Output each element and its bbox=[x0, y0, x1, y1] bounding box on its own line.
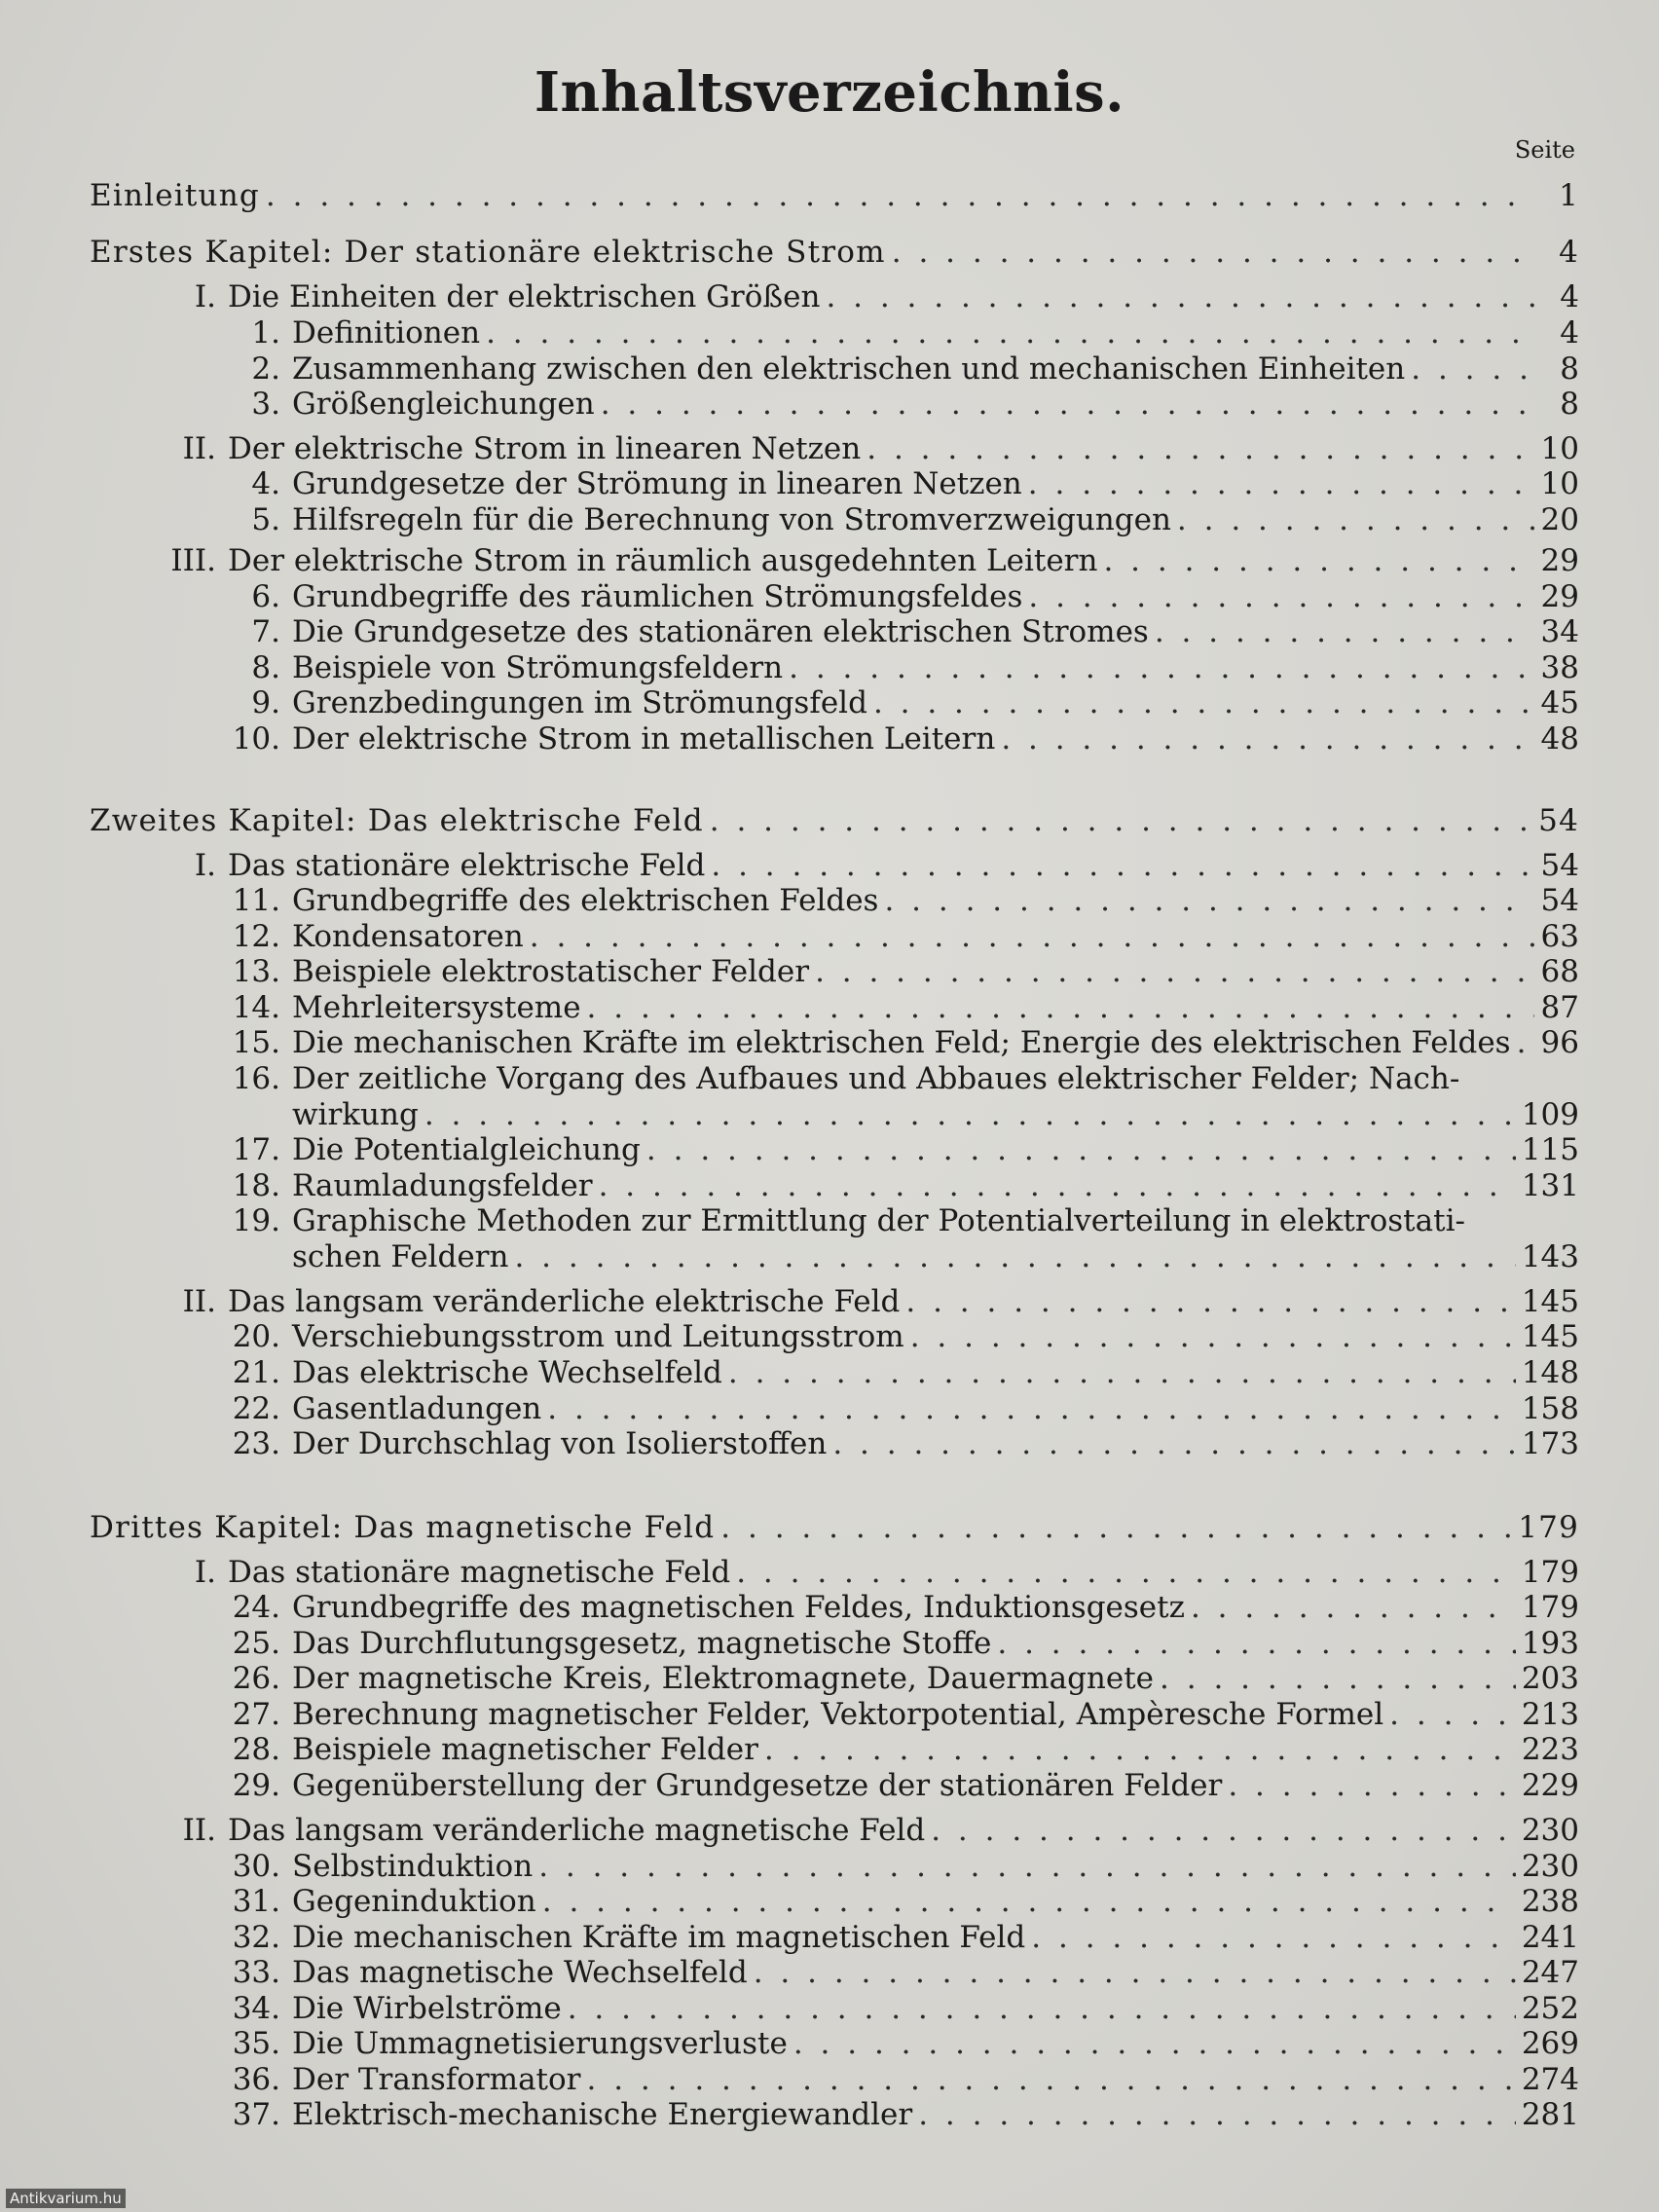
toc-page-number: 274 bbox=[1521, 2062, 1579, 2097]
toc-item-row bbox=[90, 501, 1579, 538]
toc-leader-dots bbox=[424, 1096, 1516, 1133]
toc-item-row bbox=[90, 1024, 1579, 1061]
toc-chapter-row bbox=[90, 802, 1579, 839]
toc-leader-dots bbox=[538, 1848, 1516, 1885]
toc-page-number: 247 bbox=[1521, 1955, 1579, 1990]
toc-entry-text: Das magnetische Wechselfeld bbox=[292, 1955, 748, 1990]
toc-item-row bbox=[90, 1589, 1579, 1626]
toc-page-number: 48 bbox=[1540, 721, 1579, 756]
toc-entry-number: 8. bbox=[251, 650, 280, 685]
toc-section-row bbox=[90, 542, 1579, 579]
toc-entry-number: 3. bbox=[251, 387, 280, 422]
toc-section-row bbox=[90, 1812, 1579, 1849]
toc-page-number: 269 bbox=[1521, 2026, 1579, 2061]
toc-entry-text: Der zeitliche Vorgang des Aufbaues und Abbaues elektrischer Felder; Nach- bbox=[292, 1061, 1460, 1096]
toc-page-number: 96 bbox=[1540, 1025, 1579, 1060]
toc-item-row bbox=[90, 2061, 1579, 2098]
toc-entry-number: 9. bbox=[251, 685, 280, 720]
toc-page-number: 179 bbox=[1518, 1510, 1579, 1545]
toc-item-row bbox=[90, 1238, 1579, 1275]
toc-entry-number: 13. bbox=[232, 954, 280, 989]
toc-entry-number: 26. bbox=[232, 1661, 280, 1696]
toc-entry-number: 25. bbox=[232, 1626, 280, 1661]
toc-page-number: 223 bbox=[1521, 1732, 1579, 1767]
toc-entry-text: Berechnung magnetischer Felder, Vektorpotential, Ampèresche Formel bbox=[292, 1697, 1384, 1732]
toc-item-row bbox=[90, 1425, 1579, 1462]
toc-entry-number: 34. bbox=[232, 1991, 280, 2026]
toc-leader-dots bbox=[832, 1425, 1515, 1462]
toc-entry-text: schen Feldern bbox=[292, 1239, 509, 1274]
toc-entry-text: Das Durchflutungsgesetz, magnetische Stoffe bbox=[292, 1626, 992, 1661]
toc-entry-text: Definitionen bbox=[292, 315, 481, 350]
toc-page-number: 63 bbox=[1540, 919, 1579, 954]
toc-entry-number: 2. bbox=[251, 351, 280, 387]
toc-page-number: 8 bbox=[1560, 351, 1579, 387]
toc-entry-text: Das langsam veränderliche elektrische Feld bbox=[228, 1284, 901, 1319]
toc-entry-number: 14. bbox=[232, 990, 280, 1025]
toc-entry-text: Der elektrische Strom in räumlich ausgedehnten Leitern bbox=[228, 543, 1098, 578]
toc-page-number: 238 bbox=[1521, 1884, 1579, 1919]
toc-entry-number: 5. bbox=[251, 502, 280, 537]
toc-page-number: 179 bbox=[1521, 1555, 1579, 1590]
toc-page-number: 143 bbox=[1521, 1239, 1579, 1274]
toc-entry-text: Die mechanischen Kräfte im elektrischen Feld; Energie des elektrischen Feldes bbox=[292, 1025, 1511, 1060]
toc-entry-text: Kondensatoren bbox=[292, 919, 524, 954]
toc-leader-dots bbox=[931, 1812, 1516, 1849]
toc-entry-text: Grundbegriffe des elektrischen Feldes bbox=[292, 883, 879, 918]
toc-entry-number: 4. bbox=[251, 466, 280, 501]
toc-entry-text: Drittes Kapitel: Das magnetische Feld bbox=[90, 1510, 716, 1545]
toc-leader-dots bbox=[754, 1954, 1516, 1991]
toc-leader-dots bbox=[486, 314, 1534, 351]
toc-leader-dots bbox=[997, 1625, 1515, 1662]
toc-entry-number: 24. bbox=[232, 1590, 280, 1625]
toc-leader-dots bbox=[826, 278, 1534, 315]
toc-leader-dots bbox=[866, 430, 1534, 467]
toc-item-row bbox=[90, 1060, 1579, 1097]
toc-entry-text: Beispiele von Strömungsfeldern bbox=[292, 650, 784, 685]
toc-page-number: 4 bbox=[1560, 315, 1579, 350]
toc-leader-dots bbox=[530, 918, 1534, 955]
toc-item-row bbox=[90, 386, 1579, 423]
page-title: Inhaltsverzeichnis. bbox=[534, 60, 1125, 125]
toc-entry-number: 37. bbox=[232, 2097, 280, 2132]
toc-item-row bbox=[90, 1354, 1579, 1391]
toc-leader-dots bbox=[568, 1990, 1516, 2027]
toc-entry-text: Die Ummagnetisierungsverluste bbox=[292, 2026, 788, 2061]
toc-leader-dots bbox=[1517, 1024, 1534, 1061]
toc-page-number: 4 bbox=[1560, 279, 1579, 314]
toc-leader-dots bbox=[1177, 501, 1534, 538]
toc-item-row bbox=[90, 1919, 1579, 1956]
toc-leader-dots bbox=[1028, 465, 1534, 502]
toc-leader-dots bbox=[1228, 1767, 1516, 1804]
toc-item-row bbox=[90, 1625, 1579, 1662]
toc-leader-dots bbox=[918, 2096, 1516, 2133]
toc-page-number: 54 bbox=[1538, 803, 1579, 838]
toc-leader-dots bbox=[905, 1283, 1515, 1320]
toc-page-number: 8 bbox=[1560, 387, 1579, 422]
toc-leader-dots bbox=[815, 953, 1534, 990]
toc-entry-text: Selbstinduktion bbox=[292, 1849, 534, 1884]
toc-entry-text: Einleitung bbox=[90, 178, 260, 213]
toc-leader-dots bbox=[892, 234, 1534, 271]
toc-page-number: 20 bbox=[1540, 502, 1579, 537]
toc-entry-number: 16. bbox=[232, 1061, 280, 1096]
toc-item-row bbox=[90, 953, 1579, 990]
toc-entry-number: 23. bbox=[232, 1426, 280, 1461]
toc-page-number: 203 bbox=[1521, 1661, 1579, 1696]
toc-entry-number: 7. bbox=[251, 614, 280, 649]
toc-page-number: 10 bbox=[1540, 466, 1579, 501]
toc-section-row bbox=[90, 1554, 1579, 1591]
toc-leader-dots bbox=[1103, 542, 1534, 579]
toc-page-number: 158 bbox=[1521, 1391, 1579, 1426]
toc-item-row bbox=[90, 684, 1579, 721]
toc-leader-dots bbox=[728, 1354, 1516, 1391]
toc-entry-text: Die Grundgesetze des stationären elektrischen Stromes bbox=[292, 614, 1149, 649]
toc-leader-dots bbox=[547, 1390, 1516, 1427]
toc-page-number: 241 bbox=[1521, 1920, 1579, 1955]
toc-leader-dots bbox=[764, 1731, 1516, 1768]
toc-page-number: 252 bbox=[1521, 1991, 1579, 2026]
toc-entry-text: Die Potentialgleichung bbox=[292, 1132, 641, 1167]
toc-leader-dots bbox=[793, 2025, 1516, 2062]
toc-entry-text: Die Einheiten der elektrischen Größen bbox=[228, 279, 821, 314]
toc-leader-dots bbox=[789, 649, 1534, 686]
toc-entry-text: Das stationäre elektrische Feld bbox=[228, 848, 706, 883]
toc-entry-text: Gegenüberstellung der Grundgesetze der stationären Felder bbox=[292, 1768, 1223, 1803]
page-column-header: Seite bbox=[1514, 136, 1575, 164]
toc-entry-number: I. bbox=[194, 848, 216, 883]
toc-section-row bbox=[90, 430, 1579, 467]
toc-leader-dots bbox=[1160, 1660, 1516, 1697]
toc-page-number: 54 bbox=[1540, 848, 1579, 883]
toc-page-number: 29 bbox=[1540, 543, 1579, 578]
toc-entry-number: 36. bbox=[232, 2062, 280, 2097]
toc-entry-text: Beispiele magnetischer Felder bbox=[292, 1732, 758, 1767]
toc-item-row bbox=[90, 882, 1579, 919]
toc-item-row bbox=[90, 314, 1579, 351]
toc-entry-text: Das langsam veränderliche magnetische Feld bbox=[228, 1813, 926, 1848]
toc-leader-dots bbox=[873, 684, 1534, 721]
toc-entry-number: 15. bbox=[232, 1025, 280, 1060]
toc-entry-text: Gasentladungen bbox=[292, 1391, 542, 1426]
toc-entry-text: Die mechanischen Kräfte im magnetischen Feld bbox=[292, 1920, 1026, 1955]
toc-item-row bbox=[90, 1202, 1579, 1239]
toc-page-number: 4 bbox=[1559, 235, 1579, 270]
toc-item-row bbox=[90, 1848, 1579, 1885]
toc-page-number: 68 bbox=[1540, 954, 1579, 989]
toc-page-number: 54 bbox=[1540, 883, 1579, 918]
toc-entry-text: Zusammenhang zwischen den elektrischen und mechanischen Einheiten bbox=[292, 351, 1406, 387]
toc-chapter-row bbox=[90, 234, 1579, 271]
toc-leader-dots bbox=[266, 177, 1534, 214]
toc-leader-dots bbox=[711, 847, 1534, 884]
toc-item-row bbox=[90, 1318, 1579, 1355]
toc-entry-number: 1. bbox=[251, 315, 280, 350]
toc-item-row bbox=[90, 1990, 1579, 2027]
toc-entry-number: II. bbox=[182, 1284, 216, 1319]
toc-leader-dots bbox=[601, 386, 1534, 423]
toc-page-number: 29 bbox=[1540, 579, 1579, 614]
toc-leader-dots bbox=[1191, 1589, 1516, 1626]
toc-entry-text: Mehrleitersysteme bbox=[292, 990, 581, 1025]
toc-entry-number: 35. bbox=[232, 2026, 280, 2061]
toc-entry-number: II. bbox=[182, 1813, 216, 1848]
toc-leader-dots bbox=[1028, 578, 1534, 615]
toc-leader-dots bbox=[542, 1883, 1516, 1920]
toc-item-row bbox=[90, 720, 1579, 757]
toc-page-number: 179 bbox=[1521, 1590, 1579, 1625]
toc-leader-dots bbox=[1389, 1696, 1516, 1733]
toc-entry-text: Erstes Kapitel: Der stationäre elektrische Strom bbox=[90, 235, 886, 270]
toc-page-number: 193 bbox=[1521, 1626, 1579, 1661]
toc-chapter-row bbox=[90, 1509, 1579, 1546]
toc-item-row bbox=[90, 350, 1579, 387]
toc-item-row bbox=[90, 613, 1579, 650]
toc-entry-number: 29. bbox=[232, 1768, 280, 1803]
toc-entry-number: II. bbox=[182, 431, 216, 466]
toc-entry-text: Zweites Kapitel: Das elektrische Feld bbox=[90, 803, 704, 838]
toc-entry-number: I. bbox=[194, 1555, 216, 1590]
toc-entry-text: Grundgesetze der Strömung in linearen Netzen bbox=[292, 466, 1022, 501]
toc-leader-dots bbox=[710, 802, 1532, 839]
toc-entry-number: 12. bbox=[232, 919, 280, 954]
toc-page-number: 145 bbox=[1521, 1284, 1579, 1319]
toc-entry-text: Das stationäre magnetische Feld bbox=[228, 1555, 731, 1590]
toc-leader-dots bbox=[646, 1131, 1516, 1168]
toc-entry-text: Der elektrische Strom in linearen Netzen bbox=[228, 431, 862, 466]
toc-entry-text: Graphische Methoden zur Ermittlung der Potentialverteilung in elektrostati- bbox=[292, 1203, 1465, 1238]
toc-page-number: 173 bbox=[1521, 1426, 1579, 1461]
toc-leader-dots bbox=[587, 989, 1534, 1026]
toc-page-number: 230 bbox=[1521, 1813, 1579, 1848]
toc-leader-dots bbox=[1411, 350, 1534, 387]
toc-page-number: 10 bbox=[1540, 431, 1579, 466]
toc-page-number: 115 bbox=[1521, 1132, 1579, 1167]
toc-page-number: 145 bbox=[1521, 1319, 1579, 1354]
toc-item-row bbox=[90, 578, 1579, 615]
toc-entry-number: 33. bbox=[232, 1955, 280, 1990]
toc-item-row bbox=[90, 1096, 1579, 1133]
toc-entry-text: Die Wirbelströme bbox=[292, 1991, 562, 2026]
toc-entry-text: Beispiele elektrostatischer Felder bbox=[292, 954, 810, 989]
toc-entry-number: 27. bbox=[232, 1697, 280, 1732]
toc-entry-number: 31. bbox=[232, 1884, 280, 1919]
toc-entry-text: Größengleichungen bbox=[292, 387, 595, 422]
toc-leader-dots bbox=[910, 1318, 1516, 1355]
toc-item-row bbox=[90, 1131, 1579, 1168]
toc-leader-dots bbox=[1155, 613, 1534, 650]
toc-item-row bbox=[90, 1883, 1579, 1920]
watermark: Antikvarium.hu bbox=[6, 2189, 126, 2208]
toc-page-number: 1 bbox=[1559, 178, 1579, 213]
toc-item-row bbox=[90, 1696, 1579, 1733]
toc-entry-text: Elektrisch-mechanische Energiewandler bbox=[292, 2097, 913, 2132]
toc-entry-text: Verschiebungsstrom und Leitungsstrom bbox=[292, 1319, 904, 1354]
toc-entry-text: wirkung bbox=[292, 1097, 419, 1132]
toc-entry-text: Der elektrische Strom in metallischen Leitern bbox=[292, 721, 996, 756]
toc-page-number: 131 bbox=[1521, 1168, 1579, 1203]
toc-entry-text: Der Transformator bbox=[292, 2062, 581, 2097]
toc-item-row bbox=[90, 1954, 1579, 1991]
toc-entry-number: 10. bbox=[232, 721, 280, 756]
toc-section-row bbox=[90, 278, 1579, 315]
toc-item-row bbox=[90, 989, 1579, 1026]
toc-entry-text: Das elektrische Wechselfeld bbox=[292, 1355, 722, 1390]
toc-page-number: 38 bbox=[1540, 650, 1579, 685]
toc-item-row bbox=[90, 1167, 1579, 1204]
toc-item-row bbox=[90, 1731, 1579, 1768]
toc-entry-text: Hilfsregeln für die Berechnung von Stromverzweigungen bbox=[292, 502, 1171, 537]
toc-entry-text: Grenzbedingungen im Strömungsfeld bbox=[292, 685, 867, 720]
toc-page-number: 213 bbox=[1521, 1697, 1579, 1732]
toc-item-row bbox=[90, 1660, 1579, 1697]
toc-leader-dots bbox=[587, 2061, 1516, 2098]
toc-page-number: 45 bbox=[1540, 685, 1579, 720]
toc-page-number: 109 bbox=[1521, 1097, 1579, 1132]
toc-entry-number: III. bbox=[170, 543, 216, 578]
toc-entry-text: Raumladungsfelder bbox=[292, 1168, 593, 1203]
toc-entry-text: Gegeninduktion bbox=[292, 1884, 536, 1919]
toc-entry-number: 18. bbox=[232, 1168, 280, 1203]
toc-leader-dots bbox=[599, 1167, 1516, 1204]
toc-page-number: 87 bbox=[1540, 990, 1579, 1025]
toc-item-row bbox=[90, 2096, 1579, 2133]
toc-leader-dots bbox=[1001, 720, 1534, 757]
toc-item-row bbox=[90, 918, 1579, 955]
toc-entry-number: 19. bbox=[232, 1203, 280, 1238]
toc-entry-text: Der magnetische Kreis, Elektromagnete, Dauermagnete bbox=[292, 1661, 1155, 1696]
toc-entry-number: 11. bbox=[232, 883, 280, 918]
toc-page-number: 148 bbox=[1521, 1355, 1579, 1390]
toc-leader-dots bbox=[514, 1238, 1515, 1275]
toc-entry-number: 21. bbox=[232, 1355, 280, 1390]
toc-entry-text: Grundbegriffe des räumlichen Strömungsfeldes bbox=[292, 579, 1023, 614]
toc-entry-number: 32. bbox=[232, 1920, 280, 1955]
toc-entry-number: 6. bbox=[251, 579, 280, 614]
toc-entry-text: Der Durchschlag von Isolierstoffen bbox=[292, 1426, 828, 1461]
toc-page-number: 229 bbox=[1521, 1768, 1579, 1803]
toc-page-number: 230 bbox=[1521, 1849, 1579, 1884]
toc-entry-number: I. bbox=[194, 279, 216, 314]
toc-leader-dots bbox=[720, 1509, 1512, 1546]
toc-entry-number: 28. bbox=[232, 1732, 280, 1767]
toc-entry-number: 17. bbox=[232, 1132, 280, 1167]
toc-page-number: 281 bbox=[1521, 2097, 1579, 2132]
toc-section-row bbox=[90, 847, 1579, 884]
toc-section-row bbox=[90, 1283, 1579, 1320]
toc-item-row bbox=[90, 649, 1579, 686]
toc-item-row bbox=[90, 465, 1579, 502]
toc-item-row bbox=[90, 1390, 1579, 1427]
toc-page-number: 34 bbox=[1540, 614, 1579, 649]
toc-leader-dots bbox=[1031, 1919, 1516, 1956]
toc-item-row bbox=[90, 1767, 1579, 1804]
toc-entry-number: 20. bbox=[232, 1319, 280, 1354]
toc-item-row bbox=[90, 2025, 1579, 2062]
toc-leader-dots bbox=[884, 882, 1534, 919]
toc-entry-number: 30. bbox=[232, 1849, 280, 1884]
toc-chapter-row bbox=[90, 177, 1579, 214]
toc-entry-number: 22. bbox=[232, 1391, 280, 1426]
toc-leader-dots bbox=[736, 1554, 1516, 1591]
toc-entry-text: Grundbegriffe des magnetischen Feldes, Induktionsgesetz bbox=[292, 1590, 1185, 1625]
